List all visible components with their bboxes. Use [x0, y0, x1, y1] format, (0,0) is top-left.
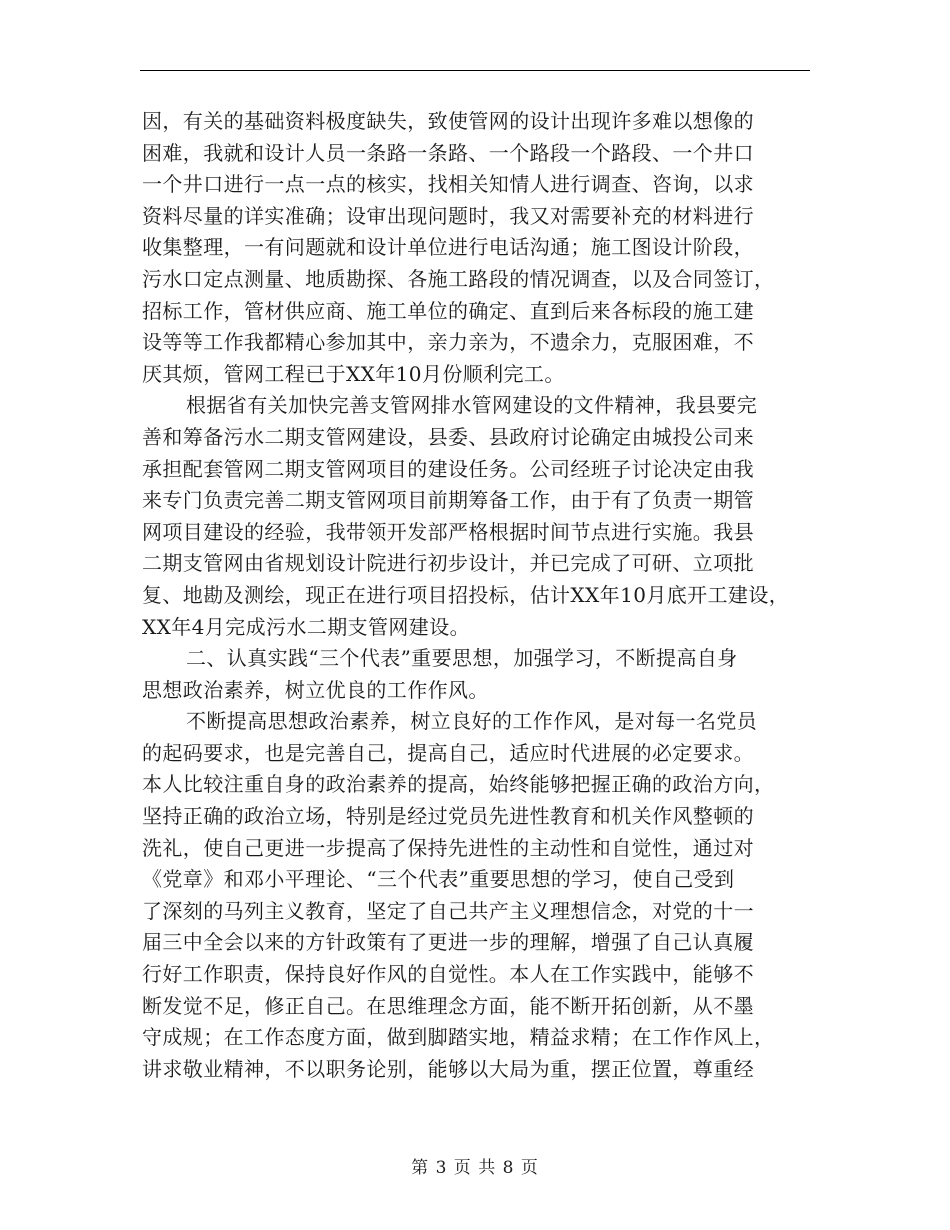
- text-line: 网项目建设的经验，我带领开发部严格根据时间节点进行实施。我县: [142, 519, 754, 544]
- text-line: 污水口定点测量、地质勘探、各施工路段的情况调查，以及合同签订，: [142, 266, 775, 291]
- text-line: 设等等工作我都精心参加其中，亲力亲为，不遗余力，克服困难，不: [142, 330, 754, 355]
- text-line: 因，有关的基础资料极度缺失，致使管网的设计出现许多难以想像的: [142, 109, 754, 133]
- document-body: [142, 106, 822, 1085]
- page-number-footer: 第 3 页 共 8 页: [411, 1158, 539, 1178]
- text-line: 招标工作，管材供应商、施工单位的确定、直到后来各标段的施工建: [142, 298, 754, 323]
- text-line: 承担配套管网二期支管网项目的建设任务。公司经班子讨论决定由我: [142, 456, 754, 481]
- text-line: 善和筹备污水二期支管网建设，县委、县政府讨论确定由城投公司来: [142, 424, 754, 449]
- text-line: 守成规；在工作态度方面，做到脚踏实地，精益求精；在工作作风上，: [142, 1025, 775, 1050]
- text-line: 了深刻的马列主义教育，坚定了自己共产主义理想信念，对党的十一: [142, 898, 754, 923]
- text-line: 资料尽量的详实准确；设审出现问题时，我又对需要补充的材料进行: [142, 203, 754, 228]
- text-line: 复、地勘及测绘，现正在进行项目招投标，估计XX年10月底开工建设，: [142, 582, 790, 607]
- text-line: 厌其烦，管网工程已于XX年10月份顺利完工。: [142, 361, 565, 386]
- text-line: 本人比较注重自身的政治素养的提高，始终能够把握正确的政治方向，: [142, 772, 775, 797]
- text-line: 收集整理，一有问题就和设计单位进行电话沟通；施工图设计阶段，: [142, 235, 754, 260]
- text-line: 《党章》和邓小平理论、“三个代表”重要思想的学习，使自己受到: [142, 867, 735, 892]
- paragraph-first-line: 不断提高思想政治素养，树立良好的工作作风，是对每一名党员: [186, 709, 758, 734]
- text-line: 困难，我就和设计人员一条路一条路、一个路段一个路段、一个井口: [142, 140, 754, 165]
- text-line: 洗礼，使自己更进一步提高了保持先进性的主动性和自觉性，通过对: [142, 835, 754, 860]
- text-line: 坚持正确的政治立场，特别是经过党员先进性教育和机关作风整顿的: [142, 804, 754, 829]
- text-line: 讲求敬业精神，不以职务论别，能够以大局为重，摆正位置，尊重经: [142, 1056, 754, 1081]
- text-line: 届三中全会以来的方针政策有了更进一步的理解，增强了自己认真履: [142, 930, 754, 955]
- text-line: 来专门负责完善二期支管网项目前期筹备工作，由于有了负责一期管: [142, 488, 754, 513]
- text-line: 二期支管网由省规划设计院进行初步设计，并已完成了可研、立项批: [142, 551, 754, 576]
- text-line: 行好工作职责，保持良好作风的自觉性。本人在工作实践中，能够不: [142, 962, 754, 987]
- header-rule: [140, 70, 810, 71]
- text-line: 的起码要求，也是完善自己，提高自己，适应时代进展的必定要求。: [142, 740, 754, 765]
- text-line: 一个井口进行一点一点的核实，找相关知情人进行调查、咨询，以求: [142, 172, 754, 197]
- text-line: 断发觉不足，修正自己。在思维理念方面，能不断开拓创新，从不墨: [142, 993, 754, 1018]
- text-line: XX年4月完成污水二期支管网建设。: [142, 614, 471, 639]
- paragraph-first-line: 二、认真实践“三个代表”重要思想，加强学习，不断提高自身: [186, 646, 738, 671]
- text-line: 思想政治素养，树立优良的工作作风。: [142, 677, 489, 702]
- paragraph-first-line: 根据省有关加快完善支管网排水管网建设的文件精神，我县要完: [186, 393, 758, 418]
